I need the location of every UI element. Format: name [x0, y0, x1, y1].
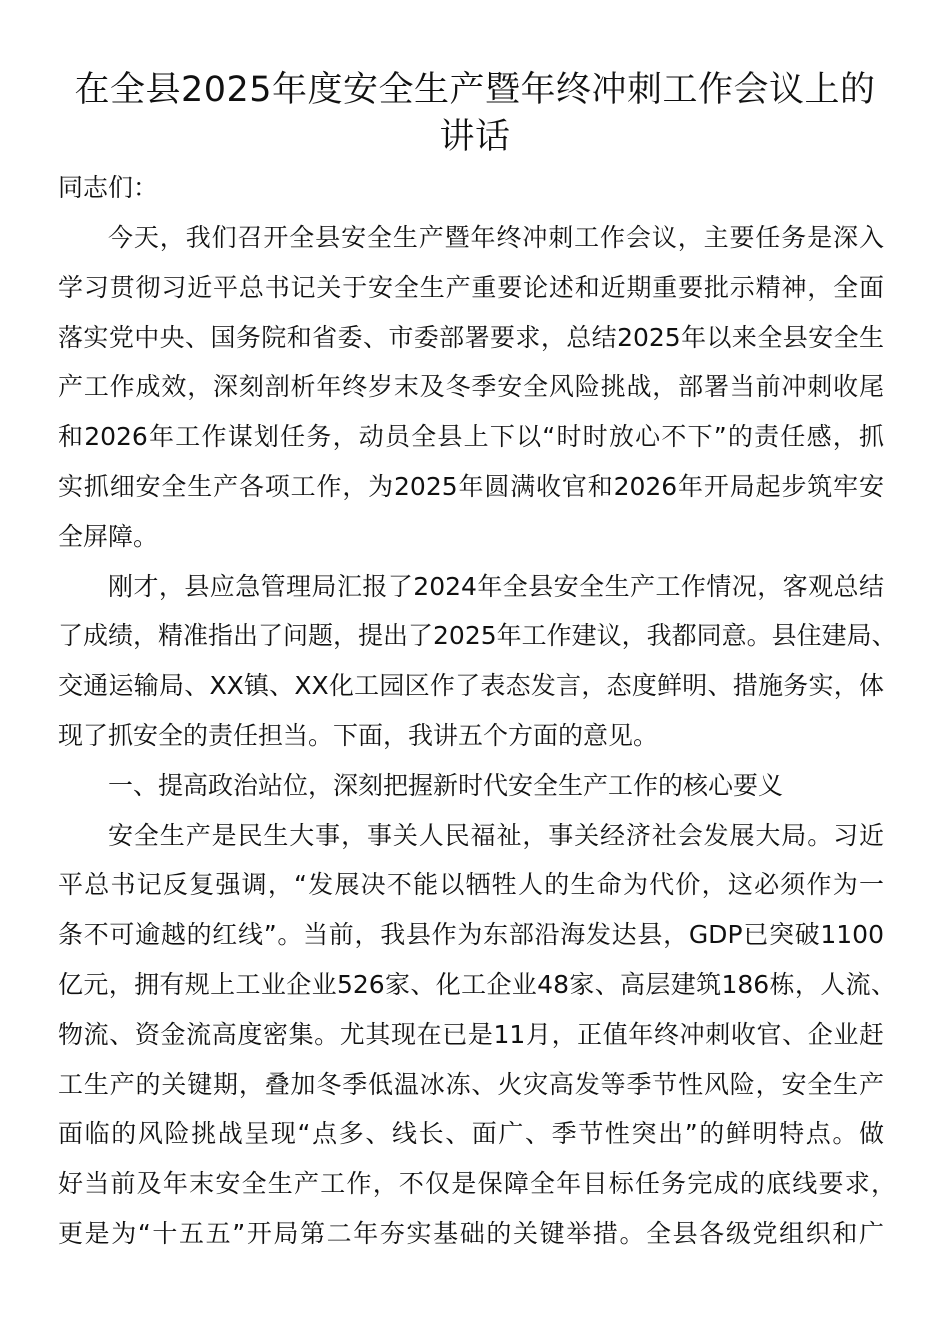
paragraph-line: 现了抓安全的责任担当。下面，我讲五个方面的意见。: [58, 721, 659, 750]
section-heading: 一、提高政治站位，深刻把握新时代安全生产工作的核心要义: [108, 771, 784, 800]
paragraph-line: 和2026年工作谋划任务，动员全县上下以“时时放心不下”的责任感，抓: [58, 422, 884, 451]
paragraph-line: 刚才，县应急管理局汇报了2024年全县安全生产工作情况，客观总结: [108, 572, 884, 601]
paragraph-line: 今天，我们召开全县安全生产暨年终冲刺工作会议，主要任务是深入: [108, 223, 884, 252]
paragraph-line: 平总书记反复强调，“发展决不能以牺牲人的生命为代价，这必须作为一: [58, 870, 884, 899]
paragraph-line: 工生产的关键期，叠加冬季低温冰冻、火灾高发等季节性风险，安全生产: [58, 1070, 884, 1099]
paragraph-line: 面临的风险挑战呈现“点多、线长、面广、季节性突出”的鲜明特点。做: [58, 1119, 884, 1148]
paragraph-line: 安全生产是民生大事，事关人民福祉，事关经济社会发展大局。习近: [108, 821, 884, 850]
paragraph-line: 交通运输局、XX镇、XX化工园区作了表态发言，态度鲜明、措施务实，体: [58, 671, 884, 700]
document-title-line-1: 在全县2025年度安全生产暨年终冲刺工作会议上的: [74, 70, 876, 110]
paragraph-line: 亿元，拥有规上工业企业526家、化工企业48家、高层建筑186栋，人流、: [58, 970, 896, 999]
paragraph-line: 了成绩，精准指出了问题，提出了2025年工作建议，我都同意。县住建局、: [58, 621, 897, 650]
document-title-line-2: 讲话: [439, 117, 511, 157]
salutation: 同志们：: [58, 173, 159, 202]
paragraph-line: 更是为“十五五”开局第二年夯实基础的关键举措。全县各级党组织和广: [58, 1219, 884, 1248]
paragraph-line: 学习贯彻习近平总书记关于安全生产重要论述和近期重要批示精神，全面: [58, 273, 884, 302]
paragraph-line: 好当前及年末安全生产工作，不仅是保障全年目标任务完成的底线要求，: [58, 1169, 896, 1198]
paragraph-line: 全屏障。: [58, 522, 159, 551]
paragraph-line: 落实党中央、国务院和省委、市委部署要求，总结2025年以来全县安全生: [58, 323, 884, 352]
paragraph-line: 产工作成效，深刻剖析年终岁末及冬季安全风险挑战，部署当前冲刺收尾: [58, 372, 884, 401]
paragraph-line: 实抓细安全生产各项工作，为2025年圆满收官和2026年开局起步筑牢安: [58, 472, 884, 501]
paragraph-line: 物流、资金流高度密集。尤其现在已是11月，正值年终冲刺收官、企业赶: [58, 1020, 884, 1049]
paragraph-line: 条不可逾越的红线”。当前，我县作为东部沿海发达县，GDP已突破1100: [58, 920, 884, 949]
